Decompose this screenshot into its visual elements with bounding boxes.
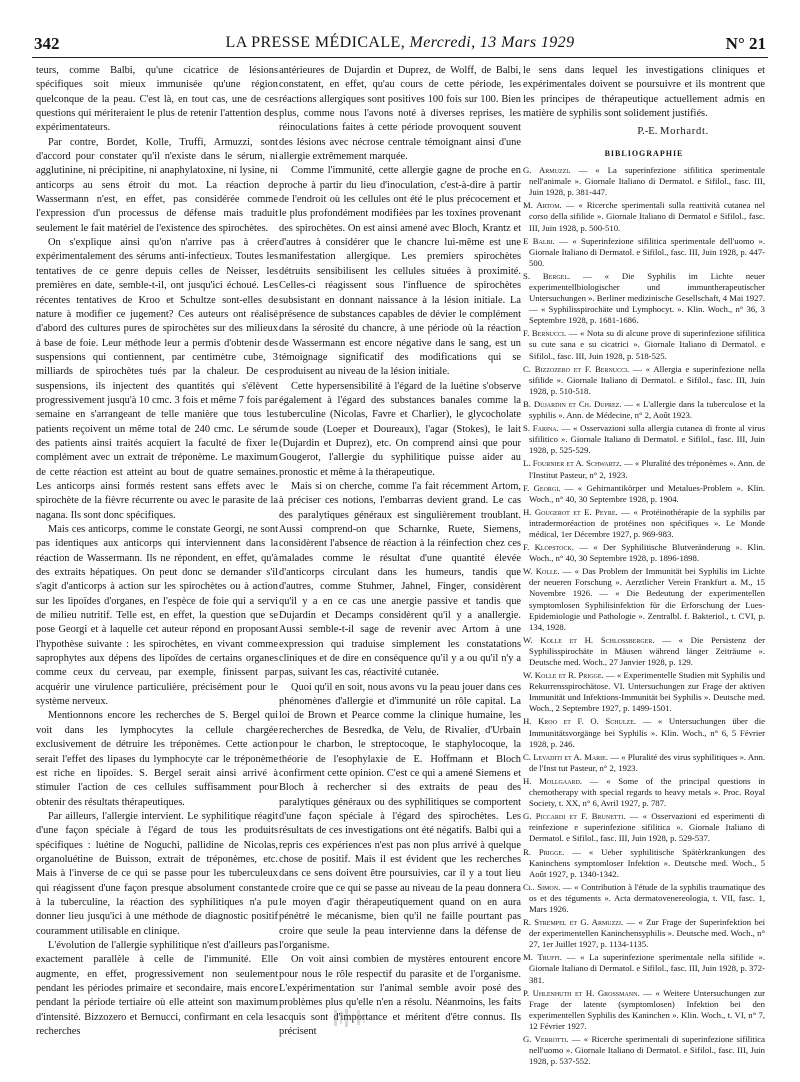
bibliography-entry [523, 847, 765, 880]
reference-author: M. Artom. [523, 200, 562, 211]
reference-text: — « Ricerche sperimentali di superinfezione sifilitica nell'uomo ». Giornale Italiano di Dermatol. e Sifilol., fasc. III, Juin 1928, p. 537-552. [529, 1034, 765, 1067]
bibliography-heading: BIBLIOGRAPHIE [604, 148, 684, 158]
bibliography-entry [523, 882, 765, 915]
reference-author: L. Fournier et A. Schwartz. [523, 458, 622, 469]
reference-author: C. Bizzozero et F. Bernucci. [523, 363, 630, 374]
bibliography-entry [523, 776, 765, 809]
reference-text: — « Experimentelle Studien mit Syphilis und Rekurrensspirochätose. VI. Untersuchungen zur Frage der aktiven Immunität und Infektions-Immunität bei Syphilis ». Deutsche med. Woch., 2 Septembre 1927, p. 1499-1501. [529, 670, 765, 714]
bibliography-entry [523, 200, 765, 233]
reference-text: — « Die Persistenz der Syphilisspirochäte in Mäusen während länger Zeiträume ». Deutsche med. Woch., 27 Janvier 1928, p. 129. [529, 634, 765, 667]
page-header [32, 32, 768, 56]
bibliography-entry [523, 635, 765, 668]
bibliography-entry [523, 752, 765, 774]
bibliography-entry [523, 236, 765, 269]
reference-text: — « Some of the principal questions in chemotherapy with special regards to heavy metals ». Proc. Royal Society, t. XX, n° 6, Avril 1927, p. 787. [529, 775, 766, 809]
reference-text: — « Untersuchungen über die Immunitätsvorgänge bei Syphilis ». Klin. Woch., n° 6, 5 Février 1928, p. 246. [529, 716, 765, 749]
reference-text: — « La superinfezione sifilitica sperimentale nell'animale ». Giornale Italiano di Dermatol. e Sifilol., fasc. III, Juin 1928, p. 381-447. [529, 165, 765, 198]
column-2 [279, 64, 521, 1039]
reference-author: R. Prigge. [523, 846, 565, 857]
signature-name: Morhardt. [660, 126, 709, 138]
reference-text: — « Superinfezione sifilitica sperimentale dell'uomo ». Giornale Italiano di Dermatol. e Sifilol., fasc. III, Juin 1928, p. 447-500. [529, 235, 765, 268]
paragraph: Mais ces anticorps, comme le constate Georgi, ne sont pas identiques aux anticorps qui interviennent dans la réaction de Wassermann. Ils ne répondent, en effet, qu'à des extraits hépatiques. On peut donc se demander s'il s'agit d'anticorps à action sur les spirochètes ou à action sur les lipoïdes d'organes, en l'espèce de foie qui a servi de milieu nutritif. Telle est, en effet, la question que se pose Georgi et à laquelle cet auteur répond en proposant l'hypothèse suivante : les spirochètes, en vivant comme saprophytes aux dépens des lipoïdes de certains organes comme ceux du cerveau, par exemple, finissent par acquérir une virulence particulière, précisément pour le système nerveux. [36, 524, 278, 708]
bibliography-entry [523, 811, 765, 844]
running-title [32, 34, 768, 52]
paragraph: antérieures de Dujardin et Duprez, de Wolff, de Balbi, constatent, en effet, qu'au cours de cette période, les réactions allergiques sont positives 100 fois sur 100. Bien plus, comme nous l'avons noté à diverses reprises, les réinoculations faites à cette période provoquent souvent des lésions avec nécrose centrale témoignant ainsi d'une allergie extrêmement marquée. [279, 65, 521, 163]
paragraph: le sens dans lequel les investigations cliniques et expérimentales doivent se poursuivre et ils montrent que les principes de thérapeutique actuellement admis en matière de syphilis sont solidement justifiés. [523, 65, 765, 120]
bibliography-entry [523, 952, 765, 985]
library-stamp-mark [330, 1008, 370, 1028]
reference-author: W. Kolle. [523, 566, 560, 577]
bibliography-entry [523, 670, 765, 714]
paragraph: Par contre, Bordet, Kolle, Truffi, Armuzzi, sont d'accord pour constater qu'il n'existe dans le sérum, ni agglutinine, ni précipitine, ni anaphylatoxine, ni lysine, ni anticorps au sens étroit du mot. La réaction de Wassermann n'est, en effet, pas considérée comme l'expression d'un processus de défense mais traduit seulement le fait matériel de l'existence des spirochètes. [36, 136, 278, 234]
reference-text: — « Osservazioni sulla allergia cutanea di fronte al virus sifilitico ». Giornale Italiano di Dermatol. e Sifilol., fasc. III, Juin 1928, p. 525-529. [529, 423, 765, 456]
reference-author: P. Uhlenhuth et H. Grossmann. [523, 987, 640, 998]
reference-author: M. Truffi. [523, 952, 562, 963]
reference-author: G. Armuzzi. [523, 165, 571, 176]
bibliography-entry [523, 483, 765, 505]
reference-author: F. Klopstock. [523, 542, 574, 553]
paragraph: On voit ainsi combien de mystères entourent encore pour nous le rôle respectif du parasite et de l'organisme. L'expérimentation sur l'animal semble avoir posé des problèmes plus qu'elle n'en a résolu. Néanmoins, les faits acquis sont d'importance et méritent d'être connus. Ils précisent [279, 954, 521, 1038]
reference-text: — « Nota su di alcune prove di superinfezione sifilitica su cute sana e su cicatrici ». Giornale Italiano di Dermatol. e Sifilol., fasc. III, Juin 1928, p. 518-525. [529, 328, 765, 361]
bibliography-entry [523, 165, 765, 198]
reference-author: H. Kroo et F. O. Schulze. [523, 716, 637, 727]
reference-text: — « Die Syphilis im Lichte neuer experimentellbiologischer und immuntherapeutischer Untersuchungen ». Berliner medizinische Gesellschaft, 4 Mai 1927. — « Syphilisspirochäte und Lymphocyt. ». Klin. Woch., n° 36, 3 Septembre 1928, p. 1681-1686. [529, 270, 765, 326]
reference-text: — « Der Syphilitische Blutveränderung ». Klin. Woch., n° 40, 30 Septembre 1928, p. 1896-1898. [529, 542, 765, 564]
reference-text: — « Protéinothérapie de la syphilis par intradermoréaction de protéines non spécifiques ». Le Monde médical, 1er Décembre 1927, p. 969-983. [529, 506, 765, 539]
column-1 [36, 64, 278, 1039]
reference-text: — « Ricerche sperimentali sulla reattività cutanea nel corso della sifilide ». Giornale Italiano di Dermatol e Sifilol., fasc. III, Juin 1928, p. 500-510. [529, 200, 765, 233]
reference-author: W. Kolle et R. Prigge. [523, 670, 604, 681]
reference-author: G. Piccardi et F. Brunetti. [523, 811, 626, 822]
bibliography-entry [523, 399, 765, 421]
paragraph: L'évolution de l'allergie syphilitique n'est d'ailleurs pas exactement parallèle à celle de l'immunité. Elle augmente, en effet, progressivement non seulement pendant les périodes primaire et secondaire, mais encore pendant la période tertiaire où elle atteint son maximum d'intensité. Bizzozero et Bernucci, confirmant en cela les recherches [36, 939, 278, 1038]
bibliography-entry [523, 423, 765, 456]
bibliography-entry [523, 458, 765, 480]
author-signature [523, 125, 765, 139]
reference-author: S. Bergel. [523, 270, 571, 281]
issue-date: Mercredi, 13 Mars 1929 [409, 34, 575, 51]
reference-author: H. Mollgaard. [523, 775, 583, 786]
reference-author: R. Strempel et G. Armuzzi. [523, 917, 624, 928]
reference-text: — « Pluralité des tréponèmes ». Ann. de l'Institut Pasteur, n° 2, 1923. [529, 458, 765, 480]
reference-text: — « Contribution à l'étude de la syphilis traumatique des os et des téguments ». Acta dermatovenereologia, t. VII, fasc. 1, Mars 1926. [529, 881, 765, 914]
bibliography-entry [523, 271, 765, 326]
reference-author: F. Georgi. [523, 482, 561, 493]
reference-author: F. Bernucci. [523, 328, 567, 339]
reference-author: B. Dujardin et Ch. Duprez. [523, 398, 622, 409]
bibliography-entry [523, 364, 765, 397]
reference-author: E Balbi. [523, 235, 555, 246]
paragraph: On s'explique ainsi qu'on n'arrive pas à créer expérimentalement des sérums anti-infectieux. Toutes les tentatives de ce genre depuis celles de Neisser, les premières en date, semble-t-il, ont jusqu'ici échoué. Les récentes tentatives de Kroo et Schultze sont-elles de nature à modifier ce jugement? Ces auteurs ont réalisé d'abord des cultures pures de spirochètes sur des milieux à base de foie. Leur méthode leur a permis d'obtenir des suspensions qui contiennent, par centimètre cube, 3 milliards de spirochètes tués par la chaleur. De ces suspensions, ils injectent des quantités qui s'élèvent progressivement jusqu'à 10 cmc. 3 fois et même 7 fois par semaine en s'arrangeant de telle manière que tous les patients reçoivent un même total de 240 cmc. Le sérum des patients ainsi traités acquiert la faculté de fixer le complément avec un extrait de tréponème. Le maximum de cette réaction est atteint au bout de quatre semaines. Les anticorps ainsi formés restent sans effets avec le spirochète de la fièvre récurrente ou avec le parasite de la nagana. Ils sont donc spécifiques. [36, 237, 278, 521]
bibliography-list [523, 165, 765, 1067]
reference-text: — « Allergia e superinfezione nella sifilide ». Giornale Italiano di Dermatol. e Sifilol., fasc. III, Juin 1928, p. 510-518. [529, 363, 766, 396]
reference-text: — « Zur Frage der Superinfektion bei der experimentellen Kaninchensyphilis ». Deutsche med. Woch., n° 27, 1er Juillet 1927, p. 1134-1135. [529, 917, 765, 950]
paragraph: Cette hypersensibilité à l'égard de la luétine s'observe également à l'égard des substances banales comme la tuberculine (Nicolas, Favre et Charlier), le glycocholate de soude (Loeper et Doureaux), l'agar (Stokes), le lait (Dujardin et Duprez), etc. On comprend ainsi que pour Gougerot, l'allergie du syphilitique puisse aider au pronostic et même à la thérapeutique. [279, 380, 521, 478]
bibliography-entry [523, 716, 765, 749]
reference-text: — « L'allergie dans la tuberculose et la syphilis ». Ann. de Médecine, n° 2, Août 1923. [529, 398, 765, 421]
journal-name: LA PRESSE MÉDICALE, [225, 34, 406, 51]
issue-number: N° 21 [725, 34, 766, 53]
reference-text: — « Osservazioni ed esperimenti di reinfezione e superinfezione sifilitica ». Giornale Italiano di Dermatol. e Sifilol., fasc. III, Juin 1928, p. 529-537. [529, 811, 765, 844]
column-3 [523, 64, 765, 1069]
bibliography-entry [523, 917, 765, 950]
reference-author: Cl. Simon. [523, 881, 561, 892]
reference-text: — « Weitere Untersuchungen zur Frage der latente (symptomlosen) Infektion bei den experimentellen Syphilis des Kaninchen ». Klin. Woch., t. VI, n° 7, 12 Février 1927. [529, 987, 765, 1031]
paragraph: Comme l'immunité, cette allergie gagne de proche en proche à partir du lieu d'inoculation, c'est-à-dire à partir de l'endroit où les cellules ont été le plus précocement et le plus profondément modifiées par les toxines provenant des spirochètes. On est ainsi amené avec Bloch, Krantz et d'autres à considérer que le chancre lui-même est une manifestation allergique. Les premiers spirochètes détruits sensibilisent les cellules situées à proximité. Celles-ci réagissent sous l'influence de spirochètes subsistant en donnant naissance à la lésion initiale. La présence de substances capables de dévier le complément dans la sérosité du chancre, à une période où la réaction de Wassermann est encore négative dans le sang, est un témoignage significatif des modifications qui se produisent au niveau de la lésion initiale. [279, 165, 521, 378]
bibliography-entry [523, 542, 765, 564]
paragraph: Par ailleurs, l'allergie intervient. Le syphilitique réagit d'une façon spéciale à l'égard de tous les produits spécifiques : luétine de Noguchi, pallidine de Nicolas, organoluétine de Buisson, extrait de tréponèmes, etc. Mais à l'inverse de ce qui se passe pour les tuberculeux qui réagissent d'une façon presque absolument constante à la tuberculine, la réaction des syphilitiques n'a pu donner lieu jusqu'ici à une méthode de diagnostic positif couramment utilisable en clinique. [36, 810, 278, 937]
reference-text: — « Gehirnantikörper und Metalues-Problem ». Klin. Woch., n° 40, 30 Septembre 1928, p. 1904. [529, 482, 765, 504]
paragraph: Mais si on cherche, comme l'a fait récemment Artom, à préciser ces notions, l'embarras devient grand. Le cas des paralytiques généraux est singulièrement troublant. Aussi comprend-on que Scharnke, Ruete, Siemens, considèrent l'absence de réaction à la réinfection chez ces malades comme le résultat d'une quantité élevée d'anticorps circulant dans les humeurs, tandis que d'autres, comme Stuhmer, Jahnel, Finger, considèrent qu'il y a en ce cas une anergie passive et tandis que Dujardin et Decamps considèrent qu'il y a anallergie. Aussi semble-t-il sage de revenir avec Artom à une expression qui traduise simplement les constatations cliniques et de dire en conséquence qu'il y a ou qu'il n'y a pas, suivant les cas, réactivité cutanée. [279, 480, 521, 679]
bibliography-entry [523, 1034, 765, 1067]
paragraph: Mentionnons encore les recherches de S. Bergel qui voit dans les lymphocytes la cellule chargée exclusivement de détruire les tréponèmes. Cette action serait l'effet des lipases du lymphocyte car le tréponème est riche en lipoïdes. S. Bergel serait ainsi arrivé à stimuler l'action de ces cellules suffisamment pour obtenir des résultats thérapeutiques. [36, 710, 278, 808]
reference-author: H. Gougerot et E. Peyre. [523, 506, 618, 517]
reference-text: — « La superinfezione sperimentale nella sifilide ». Giornale Italiano di Dermatol. e Sifilol., fasc. III, Juin 1928, p. 372-381. [529, 952, 765, 985]
reference-text: — « Ueber syphilitische Spätèrkrankungen des Kaninchens symptomloser Infektion ». Deutsche med. Woch., 5 Août 1927, p. 1340-1342. [529, 846, 765, 879]
reference-author: G. Verrotti. [523, 1034, 569, 1044]
reference-text: — « Pluralité des virus syphilitiques ». Ann. de l'Inst tut Pasteur, n° 2, 1923. [529, 751, 766, 773]
paragraph: teurs, comme Balbi, qu'une cicatrice de lésions spécifiques soit mieux immunisée qu'une région quelconque de la peau. C'est là, en tout cas, une de ces questions qui mériteraient le plus de retenir l'attention des expérimentateurs. [36, 65, 278, 134]
bibliography-entry [523, 566, 765, 633]
bibliography-entry [523, 988, 765, 1032]
paragraph: Quoi qu'il en soit, nous avons vu la peau jouer dans ces phénomènes d'allergie et d'immunité un rôle capital. La loi de Brown et Pearce comme la clinique humaine, les recherches de Besredka, de Velu, de Rivalier, d'Urbain pour le charbon, le streptocoque, le staphylocoque, la théorie de l'esophylaxie de E. Hoffmann et Bloch confirment cette opinion. C'est ce qui a amené Siemens et Bloch à rechercher si des extraits de peau des paralytiques généraux ou des syphilitiques se comportent d'une façon spéciale à l'égard des spirochètes. Les résultats de ces investigations ont été négatifs. Balbi qui a repris ces expériences n'est pas non plus arrivé à quelque chose de positif. Mais il est évident que les recherches dans ce sens doivent être poursuivies, car il y a tout lieu de croire que ce qui se passe au niveau de la peau donnera le moyen d'agir thérapeutiquement quand on en aura pénétré le mécanisme, bien qu'il ne faille pourtant pas croire que seule la peau intervienne dans la défense de l'organisme. [279, 681, 521, 951]
signature-initials: P.-E. [637, 126, 658, 138]
page-number: 342 [34, 34, 60, 53]
bibliography-entry [523, 507, 765, 540]
reference-author: C. Levaditi et A. Marie. [523, 751, 609, 762]
reference-author: W. Kolle et H. Schlossberger. [523, 634, 655, 645]
bibliography-entry [523, 328, 765, 361]
reference-text: — « Das Problem der Immunität bei Syphilis im Lichte der neueren Forschung ». Aerztlicher Verein Frankfurt a. M., 15 Novembre 1926. — « Die Bedeutung der experimentellen symptomlosen Syphilisinfektion für die Erforschung der Lues-Epidemiologie und Pathologie ». Zentralbl. f. Bakteriol., t. CVI, p. 134, 1928. [529, 566, 765, 632]
reference-author: S. Farina. [523, 423, 559, 434]
header-rule [32, 57, 768, 58]
